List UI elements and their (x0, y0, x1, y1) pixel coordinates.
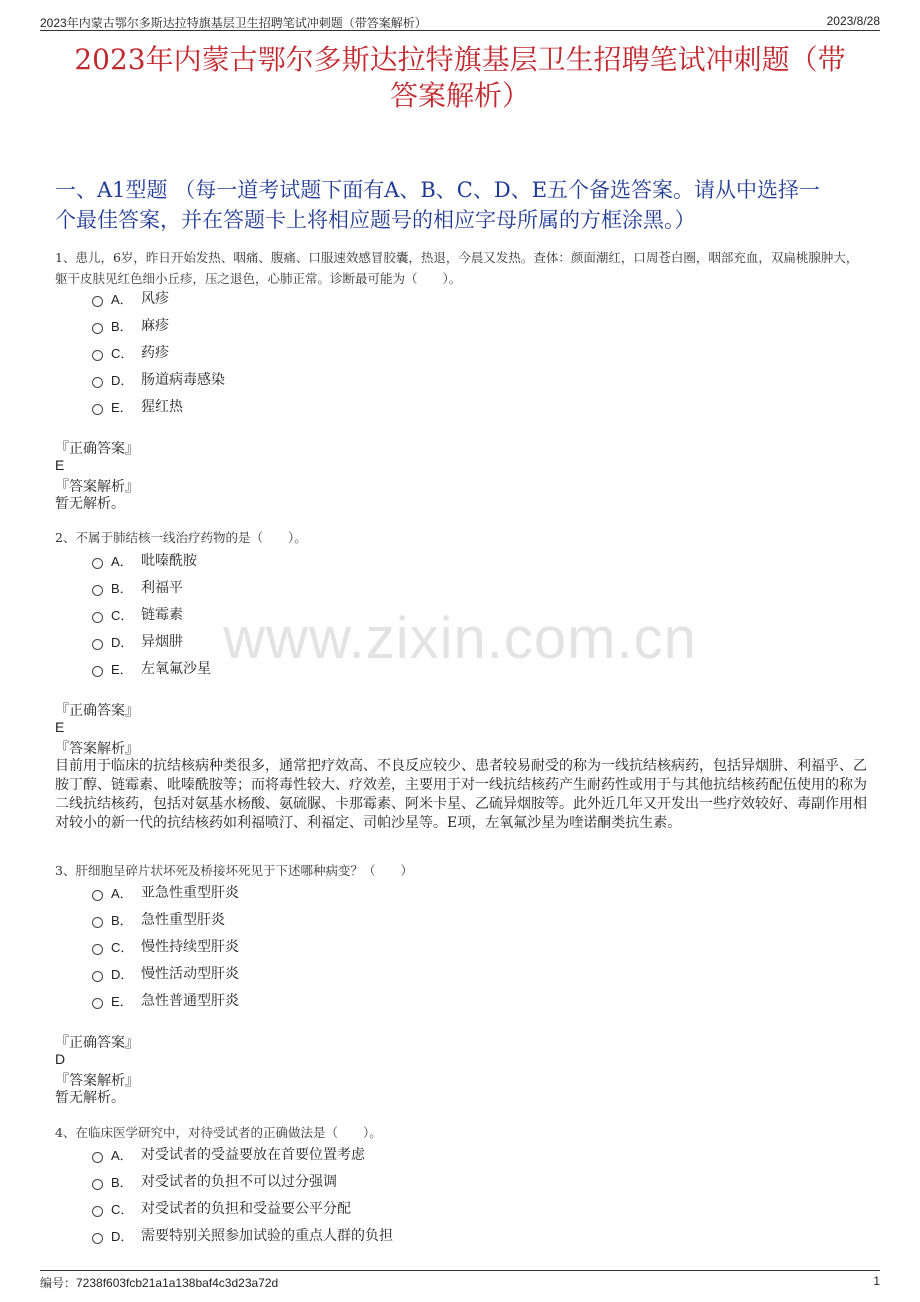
analysis-label: 『答案解析』 (55, 741, 139, 757)
radio-icon[interactable] (92, 377, 103, 388)
radio-icon[interactable] (92, 944, 103, 955)
section-heading: 一、A1型题 （每一道考试题下面有A、B、C、D、E五个备选答案。请从中选择一 个最佳答案，并在答题卡上将相应题号的相应字母所属的方框涂黑。） (55, 178, 821, 232)
radio-icon[interactable] (92, 296, 103, 307)
option-1d[interactable]: D． 肠道病毒感染 (92, 368, 225, 390)
radio-icon[interactable] (92, 998, 103, 1009)
option-2b[interactable]: B． 利福平 (92, 576, 183, 598)
option-3c[interactable]: C． 慢性持续型肝炎 (92, 935, 239, 957)
correct-answer-label: 『正确答案』 (55, 441, 139, 457)
question-2-stem: 2、不属于肺结核一线治疗药物的是（ ）。 (55, 530, 307, 545)
option-3b[interactable]: B． 急性重型肝炎 (92, 908, 225, 930)
radio-icon[interactable] (92, 666, 103, 677)
document-title: 2023年内蒙古鄂尔多斯达拉特旗基层卫生招聘笔试冲刺题（带 答案解析） (74, 43, 846, 112)
radio-icon[interactable] (92, 350, 103, 361)
radio-icon[interactable] (92, 323, 103, 334)
correct-answer-value: D (55, 1051, 66, 1067)
page-header (40, 12, 880, 31)
question-1-stem: 1、患儿，6岁，昨日开始发热、咽痛、腹痛、口服速效感冒胶囊，热退，今晨又发热。查体：颜面潮红，口周苍白圈，咽部充血，双扁桃腺肿大，躯干皮肤见红色细小丘疹，压之退色，心肺正常。诊断最可能为（ ）。 (55, 250, 859, 286)
radio-icon[interactable] (92, 890, 103, 901)
option-1a[interactable]: A． 风疹 (92, 287, 169, 309)
watermark: www.zixin.com.cn (223, 606, 697, 671)
option-2a[interactable]: A． 吡嗪酰胺 (92, 549, 197, 571)
radio-icon[interactable] (92, 1233, 103, 1244)
correct-answer-value: E (55, 457, 65, 473)
radio-icon[interactable] (92, 639, 103, 650)
radio-icon[interactable] (92, 1206, 103, 1217)
document-id: 编号：7238f603fcb21a1a138baf4c3d23a72d (40, 1276, 279, 1290)
header-title: 2023年内蒙古鄂尔多斯达拉特旗基层卫生招聘笔试冲刺题（带答案解析） (40, 16, 427, 30)
analysis-text: 目前用于临床的抗结核病种类很多，通常把疗效高、不良反应较少、患者较易耐受的称为一线抗结核病药，包括异烟肼、利福乎、乙胺丁醇、链霉素、吡嗪酰胺等；而将毒性较大、疗效差，主要用于对一线抗结核药产生耐药性或用于与其他抗结核药配伍使用的称为二线抗结核药，包括对氨基水杨酸、氨硫脲、卡那霉素、阿米卡星、乙硫异烟胺等。此外近几年又开发出一些疗效较好、毒副作用相对较小的新一代的抗结核药如利福喷汀、利福定、司帕沙星等。E项，左氧氟沙星为喹诺酮类抗生素。 (55, 758, 867, 831)
page-number: 1 (873, 1274, 880, 1288)
option-2d[interactable]: D． 异烟肼 (92, 630, 183, 652)
radio-icon[interactable] (92, 558, 103, 569)
option-4b[interactable]: B． 对受试者的负担不可以过分强调 (92, 1170, 337, 1192)
option-3a[interactable]: A． 亚急性重型肝炎 (92, 881, 239, 903)
radio-icon[interactable] (92, 1179, 103, 1190)
option-2c[interactable]: C． 链霉素 (92, 603, 183, 625)
page-footer (40, 1270, 880, 1289)
analysis-text: 暂无解析。 (55, 1090, 125, 1106)
question-4-stem: 4、在临床医学研究中，对待受试者的正确做法是（ ）。 (55, 1125, 382, 1140)
correct-answer-value: E (55, 719, 65, 735)
option-1e[interactable]: E． 猩红热 (92, 395, 183, 417)
header-date: 2023/8/28 (826, 14, 880, 28)
option-4c[interactable]: C． 对受试者的负担和受益要公平分配 (92, 1197, 351, 1219)
radio-icon[interactable] (92, 404, 103, 415)
analysis-label: 『答案解析』 (55, 1073, 139, 1089)
option-4d[interactable]: D． 需要特别关照参加试验的重点人群的负担 (92, 1224, 393, 1246)
option-2e[interactable]: E． 左氧氟沙星 (92, 657, 211, 679)
radio-icon[interactable] (92, 585, 103, 596)
radio-icon[interactable] (92, 917, 103, 928)
radio-icon[interactable] (92, 612, 103, 623)
correct-answer-label: 『正确答案』 (55, 1035, 139, 1051)
question-3-stem: 3、肝细胞呈碎片状坏死及桥接坏死见于下述哪种病变？（ ） (55, 863, 413, 878)
radio-icon[interactable] (92, 971, 103, 982)
radio-icon[interactable] (92, 1152, 103, 1163)
analysis-text: 暂无解析。 (55, 496, 125, 512)
correct-answer-label: 『正确答案』 (55, 703, 139, 719)
analysis-label: 『答案解析』 (55, 479, 139, 495)
option-3d[interactable]: D． 慢性活动型肝炎 (92, 962, 239, 984)
option-1b[interactable]: B． 麻疹 (92, 314, 169, 336)
option-1c[interactable]: C． 药疹 (92, 341, 169, 363)
option-4a[interactable]: A． 对受试者的受益要放在首要位置考虑 (92, 1143, 365, 1165)
option-3e[interactable]: E． 急性普通型肝炎 (92, 989, 239, 1011)
